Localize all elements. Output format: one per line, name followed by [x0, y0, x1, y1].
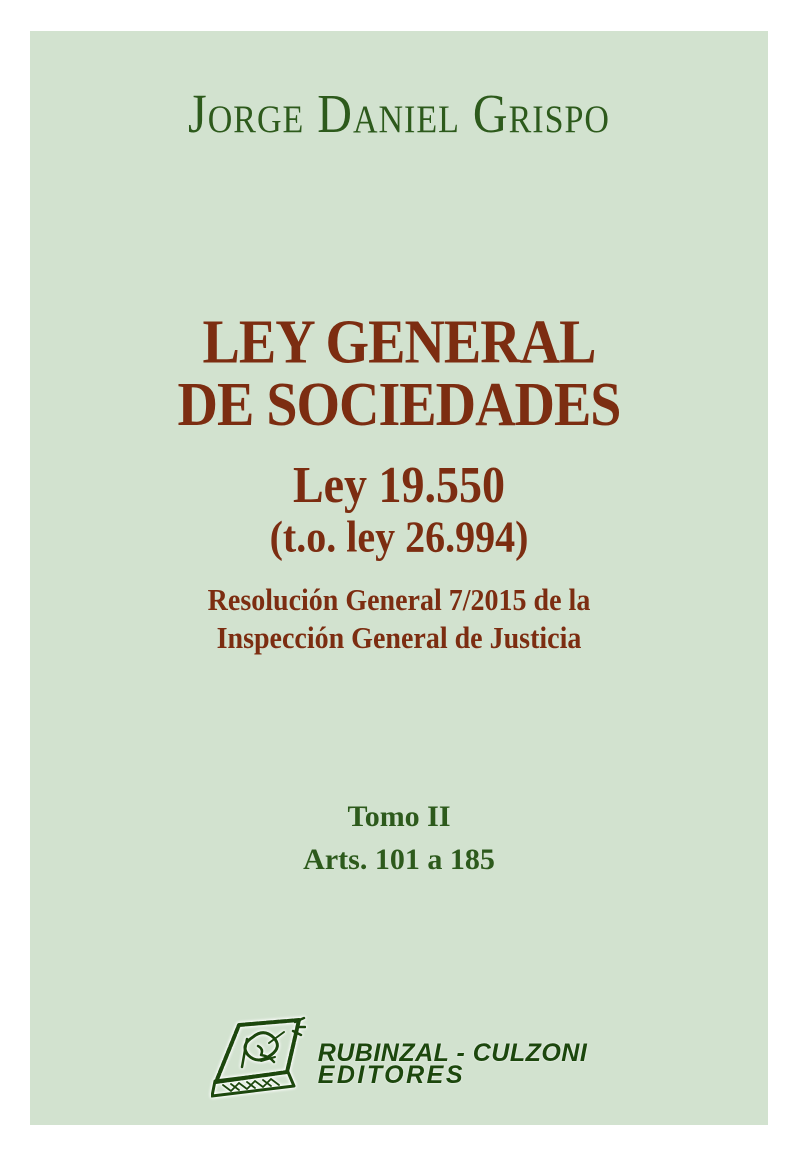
law-number: Ley 19.550	[292, 455, 506, 513]
volume-articles	[30, 795, 768, 881]
author-name: Jorge Daniel Grispo	[188, 83, 610, 145]
publisher-wordmark	[317, 1038, 588, 1089]
law-consolidation: (t.o. ley 26.994)	[269, 511, 529, 562]
articles-range: Arts. 101 a 185	[303, 843, 495, 876]
resolution-line-1: Resolución General 7/2015 de la	[207, 584, 591, 618]
publisher-editores: EDITORES	[317, 1060, 466, 1089]
publisher-logo	[30, 1015, 768, 1104]
cover-panel	[30, 31, 768, 1125]
resolution-note	[30, 582, 768, 658]
volume-label: Tomo II	[347, 800, 451, 833]
publisher-name: RUBINZAL - CULZONI	[317, 1038, 588, 1067]
title-line-2: DE SOCIEDADES	[177, 370, 621, 440]
open-book-icon	[211, 1015, 306, 1104]
resolution-line-2: Inspección General de Justicia	[216, 621, 582, 656]
title-line-1: LEY GENERAL	[202, 307, 596, 378]
book-title	[30, 307, 768, 440]
